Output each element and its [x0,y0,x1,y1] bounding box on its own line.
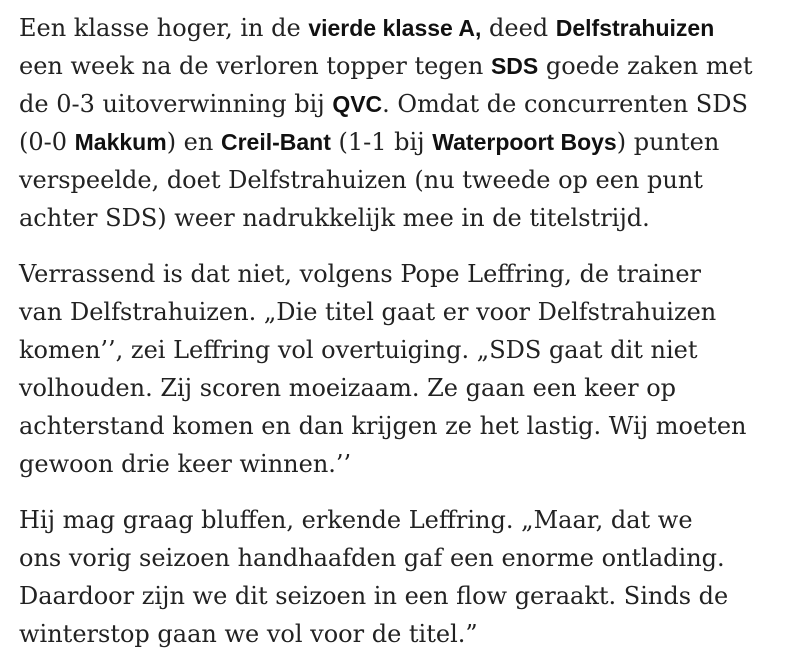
text-run: (0-0 [19,128,75,156]
text-line [19,85,748,123]
bold-team-name: SDS [490,53,539,79]
text-line: achterstand komen en dan krijgen ze het lastig. Wij moeten [19,412,747,440]
text-run: goede zaken met [538,52,753,80]
text-line [19,9,719,47]
text-line: achter SDS) weer nadrukkelijk mee in de titelstrijd. [19,204,650,232]
text-run: (1-1 bij [330,128,433,156]
bold-team-name: QVC [332,91,383,117]
text-line [19,47,753,85]
bold-league-name: vierde klasse A, [308,15,482,41]
text-run: . Omdat de concurrenten SDS [382,90,748,118]
text-line: gewoon drie keer winnen.’’ [19,450,352,478]
text-line: ons vorig seizoen handhaafden gaf een enorme ontlading. [19,544,725,572]
text-run: een week na de verloren topper tegen [19,52,491,80]
text-run: ) en [166,128,221,156]
text-line: van Delfstrahuizen. „Die titel gaat er voor Delfstrahuizen [19,298,717,326]
text-line: komen’’, zei Leffring vol overtuiging. „SDS gaat dit niet [19,336,698,364]
text-line: Daardoor zijn we dit seizoen in een flow geraakt. Sinds de [19,582,729,610]
text-line: Hij mag graag bluffen, erkende Leffring. „Maar, dat we [19,506,693,534]
bold-team-name: Creil-Bant [220,129,331,155]
text-run: de 0-3 uitoverwinning bij [19,90,333,118]
text-line [19,123,719,161]
article-body [19,9,753,671]
paragraph-season-outlook [19,501,729,653]
text-run: Een klasse hoger, in de [19,14,309,42]
paragraph-trainer-quote [19,255,747,483]
text-line: winterstop gaan we vol voor de titel.” [19,620,478,648]
bold-team-name: Waterpoort Boys [432,129,617,155]
bold-team-name: Makkum [74,129,167,155]
text-run: ) punten [616,128,720,156]
text-run: deed [481,14,556,42]
bold-team-name: Delfstrahuizen [555,15,715,41]
text-line: verspeelde, doet Delfstrahuizen (nu tweede op een punt [19,166,703,194]
text-line: volhouden. Zij scoren moeizaam. Ze gaan een keer op [19,374,677,402]
text-line: Verrassend is dat niet, volgens Pope Leffring, de trainer [19,260,701,288]
paragraph-standings [19,9,753,237]
